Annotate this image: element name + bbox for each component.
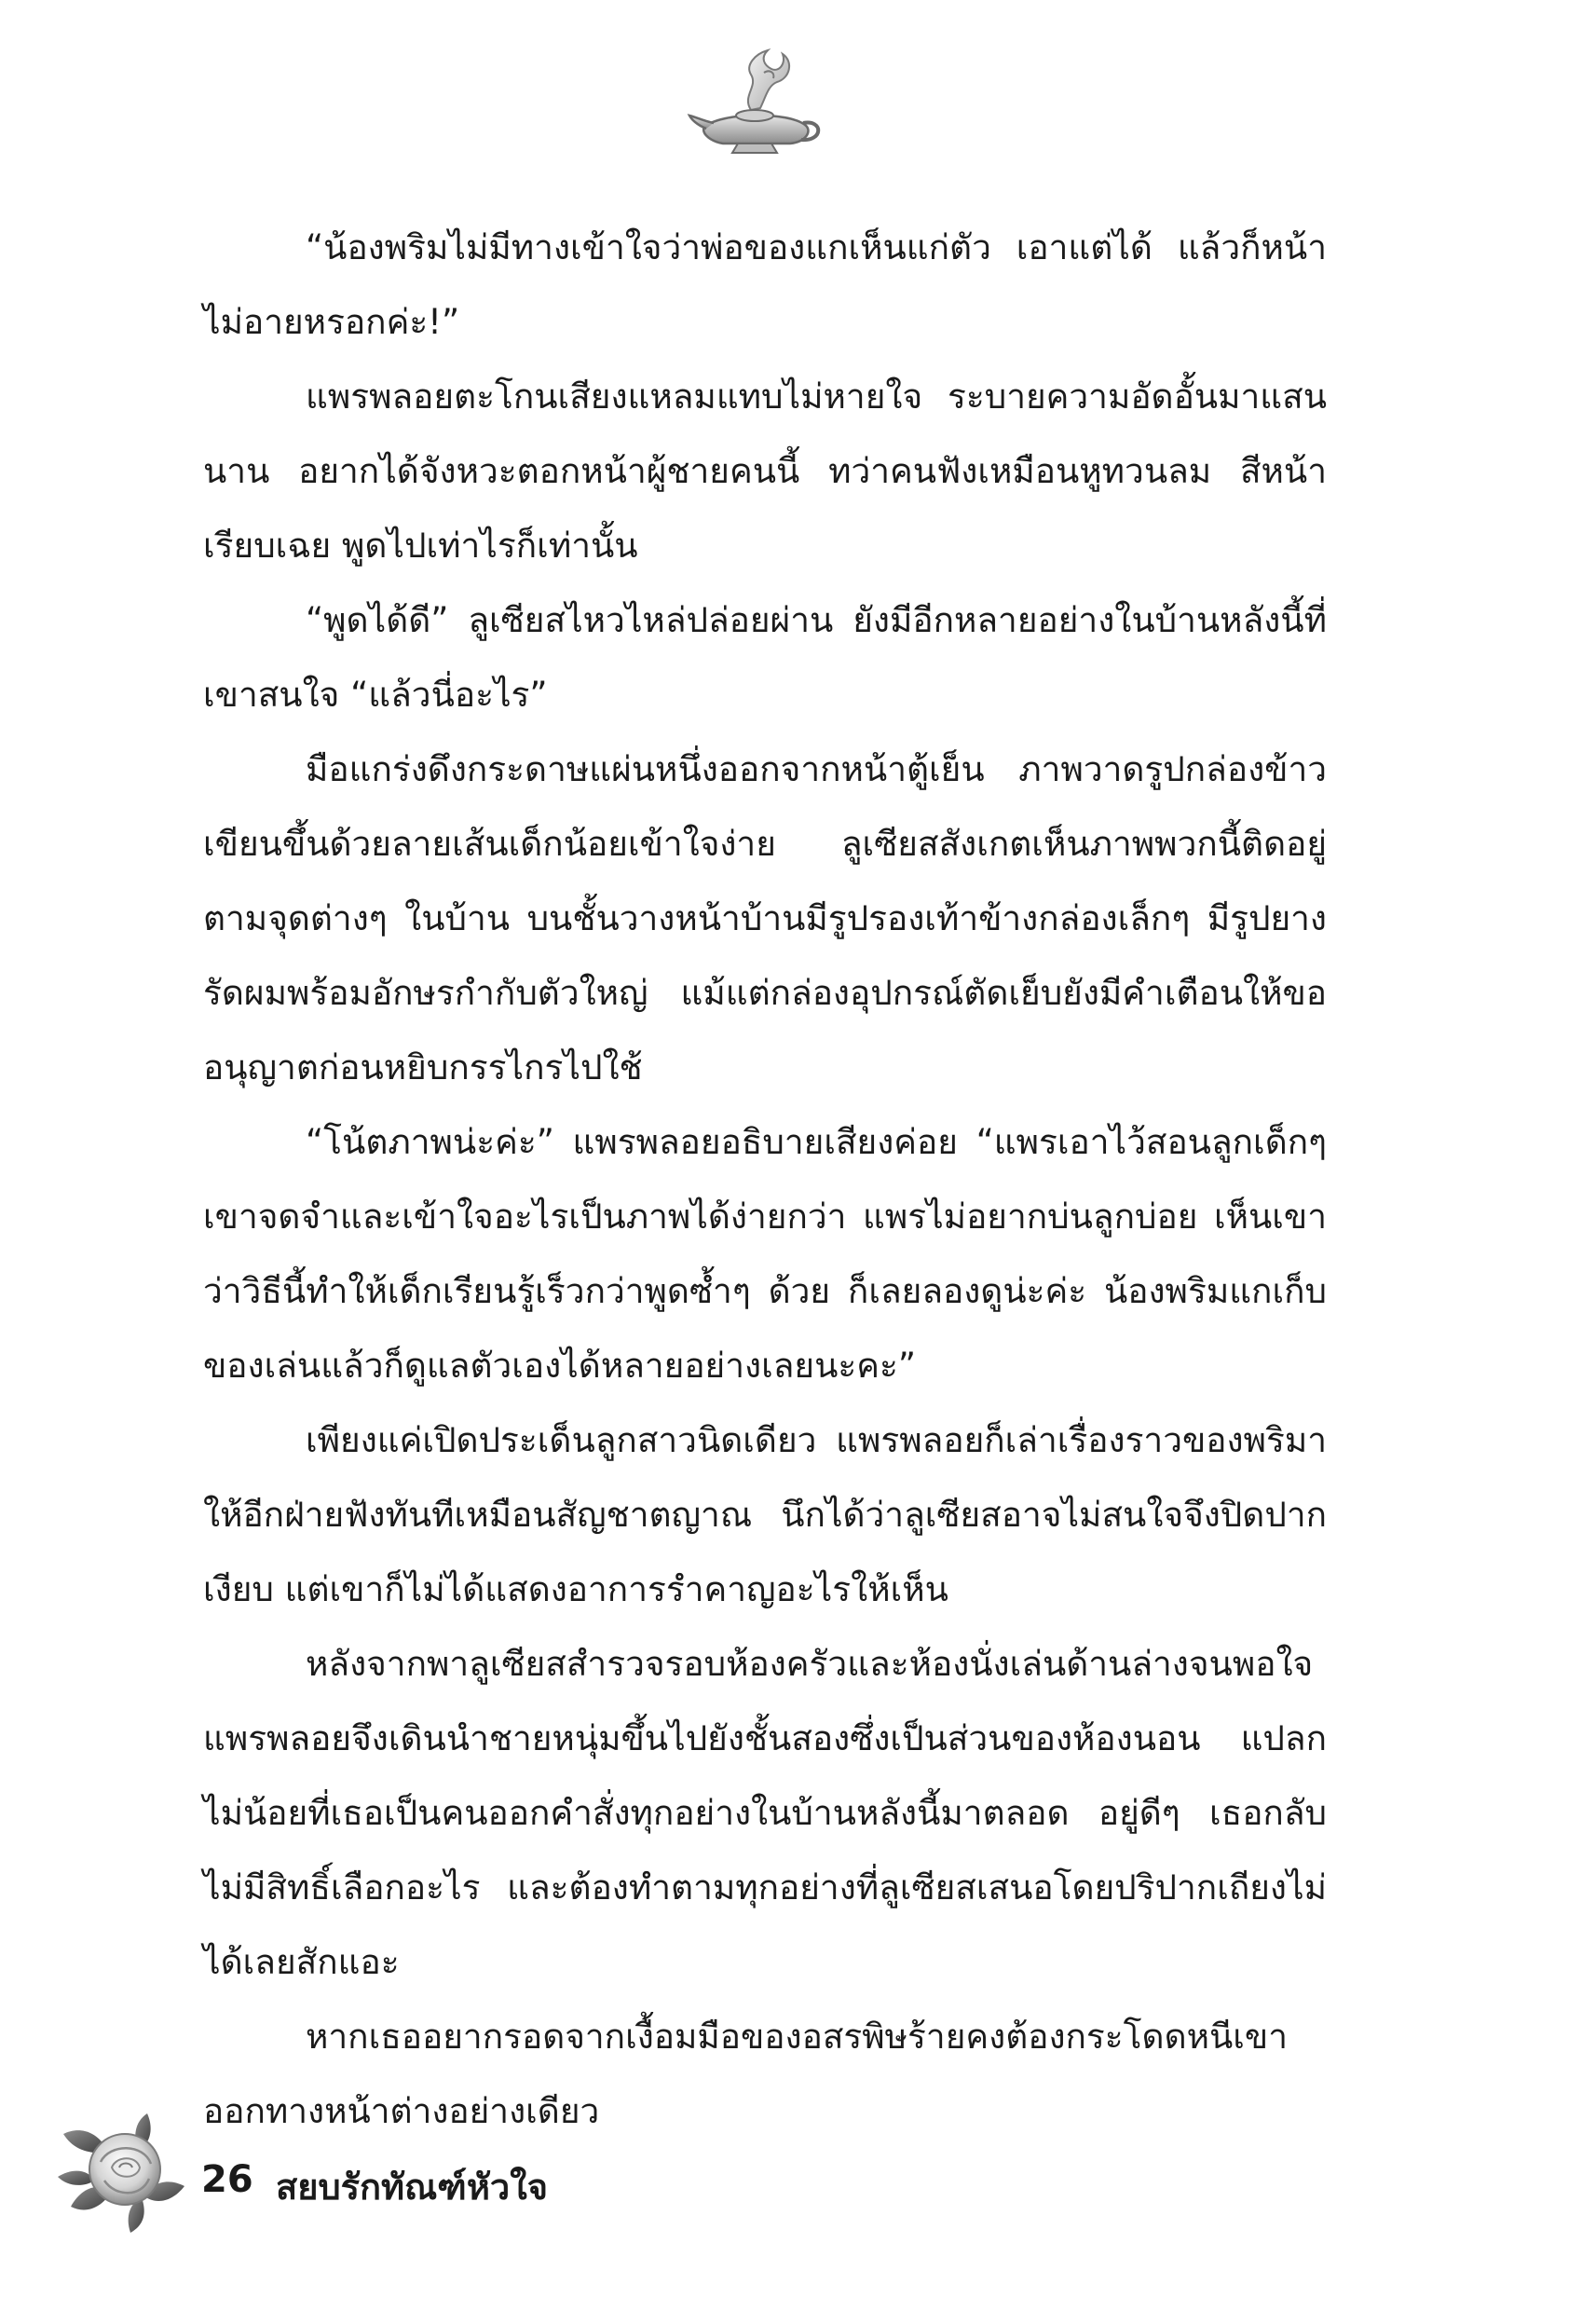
paragraph-2: แพรพลอยตะโกนเสียงแหลมแทบไม่หายใจ ระบายความอัดอั้นมาแสนนาน อยากได้จังหวะตอกหน้าผู้ชายคนนี้ ทว่าคนฟังเหมือนหูทวนลม สีหน้าเรียบเฉย พูดไปเท่าไรก็เท่านั้น — [203, 376, 1327, 566]
paragraph-1: “น้องพริมไม่มีทางเข้าใจว่าพ่อของแกเห็นแก่ตัว เอาแต่ได้ แล้วก็หน้าไม่อายหรอกค่ะ!” — [203, 227, 1327, 342]
paragraph-4: มือแกร่งดึงกระดาษแผ่นหนึ่งออกจากหน้าตู้เย็น ภาพวาดรูปกล่องข้าวเขียนขึ้นด้วยลายเส้นเด็กน้อยเข้าใจง่าย ลูเซียสสังเกตเห็นภาพพวกนี้ติดอยู่ตามจุดต่างๆ ในบ้าน บนชั้นวางหน้าบ้านมีรูปรองเท้าข้างกล่องเล็กๆ มีรูปยางรัดผมพร้อมอักษรกำกับตัวใหญ่ แม้แต่กล่องอุปกรณ์ตัดเย็บยังมีคำเตือนให้ขออนุญาตก่อนหยิบกรรไกรไปใช้ — [203, 749, 1327, 1087]
paragraph-5: “โน้ตภาพน่ะค่ะ” แพรพลอยอธิบายเสียงค่อย “แพรเอาไว้สอนลูกเด็กๆ เขาจดจำและเข้าใจอะไรเป็นภาพได้ง่ายกว่า แพรไม่อยากบ่นลูกบ่อย เห็นเขาว่าวิธีนี้ทำให้เด็กเรียนรู้เร็วกว่าพูดซ้ำๆ ด้วย ก็เลยลองดูน่ะค่ะ น้องพริมแกเก็บของเล่นแล้วก็ดูแลตัวเองได้หลายอย่างเลยนะคะ” — [203, 1122, 1327, 1386]
rose-icon — [54, 2097, 194, 2236]
paragraph-7: หลังจากพาลูเซียสสำรวจรอบห้องครัวและห้องนั่งเล่นด้านล่างจนพอใจ แพรพลอยจึงเดินนำชายหนุ่มขึ้นไปยังชั้นสองซึ่งเป็นส่วนของห้องนอน แปลกไม่น้อยที่เธอเป็นคนออกคำสั่งทุกอย่างในบ้านหลังนี้มาตลอด อยู่ดีๆ เธอกลับไม่มีสิทธิ์เลือกอะไร และต้องทำตามทุกอย่างที่ลูเซียสเสนอโดยปริปากเถียงไม่ได้เลยสักแอะ — [203, 1644, 1327, 1982]
body-text — [203, 211, 1327, 2149]
page-footer — [54, 2097, 706, 2255]
page-number: 26 — [201, 2158, 253, 2201]
genie-lamp-icon — [686, 45, 825, 157]
paragraph-3: “พูดได้ดี” ลูเซียสไหวไหล่ปล่อยผ่าน ยังมีอีกหลายอย่างในบ้านหลังนี้ที่เขาสนใจ “แล้วนี่อะไร” — [203, 600, 1327, 715]
paragraph-6: เพียงแค่เปิดประเด็นลูกสาวนิดเดียว แพรพลอยก็เล่าเรื่องราวของพริมาให้อีกฝ่ายฟังทันทีเหมือนสัญชาตญาณ นึกได้ว่าลูเซียสอาจไม่สนใจจึงปิดปากเงียบ แต่เขาก็ไม่ได้แสดงอาการรำคาญอะไรให้เห็น — [203, 1420, 1327, 1609]
book-title: สยบรักทัณฑ์หัวใจ — [276, 2167, 549, 2208]
paragraph-8: หากเธออยากรอดจากเงื้อมมือของอสรพิษร้ายคงต้องกระโดดหนีเขาออกทางหน้าต่างอย่างเดียว — [203, 2017, 1288, 2131]
